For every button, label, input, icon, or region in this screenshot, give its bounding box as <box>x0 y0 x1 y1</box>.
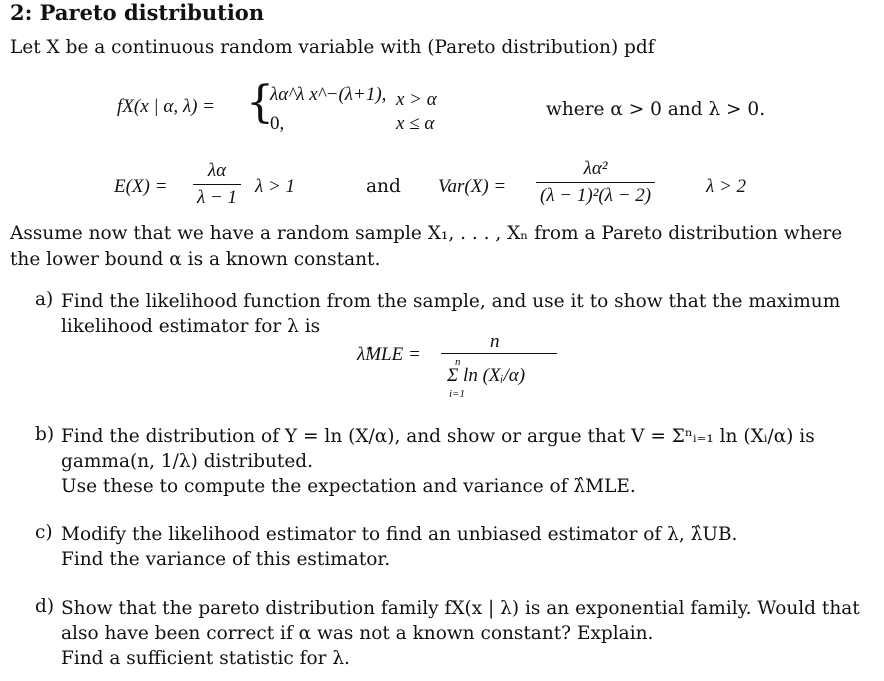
intro-text: Let X be a continuous random variable with (Pareto distribution) pdf <box>10 37 655 58</box>
item-b-text: Find the distribution of Y = ln (X/α), and show or argue that V = Σⁿᵢ₌₁ ln (Xᵢ/α) is gamma(n, 1/λ) distributed. <box>61 426 815 472</box>
pdf-case1-cond: x > α <box>396 89 437 110</box>
item-d-label: d) <box>35 596 55 617</box>
var-lhs: Var(X) = <box>438 176 507 197</box>
mle-sum-top: n <box>455 356 461 368</box>
var-numerator: λα² <box>583 158 608 179</box>
ex-denominator: λ − 1 <box>193 184 241 209</box>
ex-lhs: E(X) = <box>114 176 168 197</box>
mle-numerator: n <box>490 331 500 352</box>
item-d-text: Show that the pareto distribution family fX(x | λ) is an exponential family. Would that also have been correct if α was not a known constant? Explain. <box>61 598 860 644</box>
pdf-where: where α > 0 and λ > 0. <box>546 99 766 120</box>
mle-denominator: Σ ln (Xᵢ/α) <box>447 365 526 386</box>
ex-numerator: λα <box>207 160 227 181</box>
pdf-case1-expr: λα^λ x^−(λ+1), <box>270 84 387 105</box>
item-c-text: Modify the likelihood estimator to find an unbiased estimator of λ, λ̂UB. <box>61 524 738 545</box>
mle-lhs: λ̂MLE = <box>357 344 421 365</box>
pdf-brace: { <box>246 77 274 128</box>
item-d-text2: Find a sufficient statistic for λ. <box>61 648 350 669</box>
item-c-text2: Find the variance of this estimator. <box>61 549 391 570</box>
mle-sum-bottom: i=1 <box>449 388 465 400</box>
item-a-label: a) <box>35 289 54 310</box>
item-b-label: b) <box>35 424 55 445</box>
section-heading: 2: Pareto distribution <box>10 0 265 25</box>
ex-fraction <box>193 160 241 209</box>
var-denominator: (λ − 1)²(λ − 2) <box>536 182 655 207</box>
item-c-label: c) <box>35 522 53 543</box>
item-a-text: Find the likelihood function from the sample, and use it to show that the maximum likelihood estimator for λ is <box>61 291 841 337</box>
ex-cond: λ > 1 <box>255 176 296 197</box>
mle-fraction-bar <box>441 353 557 354</box>
var-fraction <box>536 158 655 207</box>
pdf-lhs: fX(x | α, λ) = <box>117 96 215 117</box>
pdf-case2-expr: 0, <box>270 113 285 134</box>
and-word: and <box>366 176 401 197</box>
pdf-case2-cond: x ≤ α <box>396 113 435 134</box>
var-cond: λ > 2 <box>706 176 747 197</box>
item-b-text2: Use these to compute the expectation and variance of λ̂MLE. <box>61 476 636 497</box>
assume-paragraph: Assume now that we have a random sample X₁, . . . , Xₙ from a Pareto distribution where the lower bound α is a known constant. <box>10 223 843 270</box>
